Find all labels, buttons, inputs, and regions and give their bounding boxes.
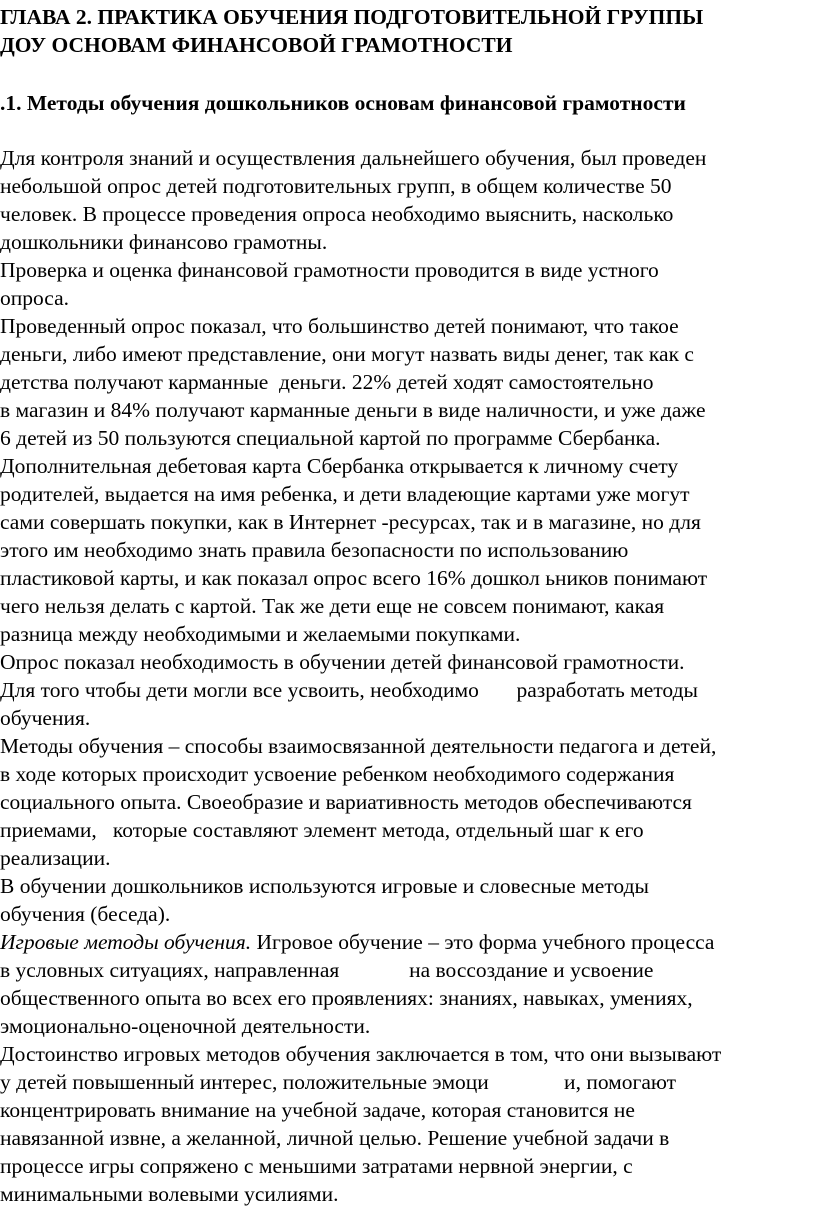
body-line: этого им необходимо знать правила безопасности по использованию bbox=[0, 538, 629, 562]
body-line: обучения (беседа). bbox=[0, 902, 171, 926]
body-line: в магазин и 84% получают карманные деньги в виде наличности, и уже даже bbox=[0, 398, 706, 422]
body-line: пластиковой карты, и как показал опрос всего 16% дошкол ьников понимают bbox=[0, 566, 708, 590]
body-line: навязанной извне, а желанной, личной целью. Решение учебной задачи в bbox=[0, 1126, 670, 1150]
body-line: Проведенный опрос показал, что большинство детей понимают, что такое bbox=[0, 314, 679, 338]
body-line: опроса. bbox=[0, 286, 70, 310]
body-line: Для контроля знаний и осуществления дальнейшего обучения, был проведен bbox=[0, 146, 707, 170]
chapter-title-line-1: ГЛАВА 2. ПРАКТИКА ОБУЧЕНИЯ ПОДГОТОВИТЕЛЬНОЙ ГРУППЫ bbox=[0, 5, 704, 29]
body-line: 6 детей из 50 пользуются специальной картой по программе Сбербанка. bbox=[0, 426, 661, 450]
body-line: реализации. bbox=[0, 846, 111, 870]
body-line: приемами, которые составляют элемент метода, отдельный шаг к его bbox=[0, 818, 644, 842]
body-line: Проверка и оценка финансовой грамотности проводится в виде устного bbox=[0, 258, 659, 282]
body-line: человек. В процессе проведения опроса необходимо выяснить, насколько bbox=[0, 202, 674, 226]
body-line: небольшой опрос детей подготовительных групп, в общем количестве 50 bbox=[0, 174, 672, 198]
body-line: Для того чтобы дети могли все усвоить, необходимо разработать методы bbox=[0, 678, 698, 702]
body-line: в условных ситуациях, направленная на воссоздание и усвоение bbox=[0, 958, 654, 982]
body-line: чего нельзя делать с картой. Так же дети еще не совсем понимают, какая bbox=[0, 594, 665, 618]
body-line: дошкольники финансово грамотны. bbox=[0, 230, 328, 254]
body-line: родителей, выдается на имя ребенка, и дети владеющие картами уже могут bbox=[0, 482, 690, 506]
body-line: минимальными волевыми усилиями. bbox=[0, 1182, 339, 1206]
body-line: эмоционально-оценочной деятельности. bbox=[0, 1014, 371, 1038]
body-line: детства получают карманные деньги. 22% детей ходят самостоятельно bbox=[0, 370, 654, 394]
body-line: обучения. bbox=[0, 706, 91, 730]
games-methods-line bbox=[0, 928, 714, 956]
body-line: разница между необходимыми и желаемыми покупками. bbox=[0, 622, 521, 646]
body-line: концентрировать внимание на учебной задаче, которая становится не bbox=[0, 1098, 635, 1122]
body-line: Достоинство игровых методов обучения заключается в том, что они вызывают bbox=[0, 1042, 722, 1066]
chapter-title-line-2: ДОУ ОСНОВАМ ФИНАНСОВОЙ ГРАМОТНОСТИ bbox=[0, 33, 513, 57]
body-line: Дополнительная дебетовая карта Сбербанка открывается к личному счету bbox=[0, 454, 679, 478]
body-line: Методы обучения – способы взаимосвязанной деятельности педагога и детей, bbox=[0, 734, 717, 758]
body-line: В обучении дошкольников используются игровые и словесные методы bbox=[0, 874, 649, 898]
body-line: у детей повышенный интерес, положительные эмоци и, помогают bbox=[0, 1070, 677, 1094]
body-line: социального опыта. Своеобразие и вариативность методов обеспечиваются bbox=[0, 790, 692, 814]
body-line: в ходе которых происходит усвоение ребенком необходимого содержания bbox=[0, 762, 675, 786]
body-line: процессе игры сопряжено с меньшими затратами нервной энергии, с bbox=[0, 1154, 633, 1178]
games-methods-term: Игровые методы обучения. bbox=[0, 930, 252, 954]
body-line: деньги, либо имеют представление, они могут назвать виды денег, так как с bbox=[0, 342, 694, 366]
body-line: сами совершать покупки, как в Интернет -ресурсах, так и в магазине, но для bbox=[0, 510, 701, 534]
section-title: .1. Методы обучения дошкольников основам финансовой грамотности bbox=[0, 91, 686, 115]
body-line: общественного опыта во всех его проявлениях: знаниях, навыках, умениях, bbox=[0, 986, 693, 1010]
body-line: Опрос показал необходимость в обучении детей финансовой грамотности. bbox=[0, 650, 685, 674]
games-methods-definition: Игровое обучение – это форма учебного процесса bbox=[251, 930, 715, 954]
